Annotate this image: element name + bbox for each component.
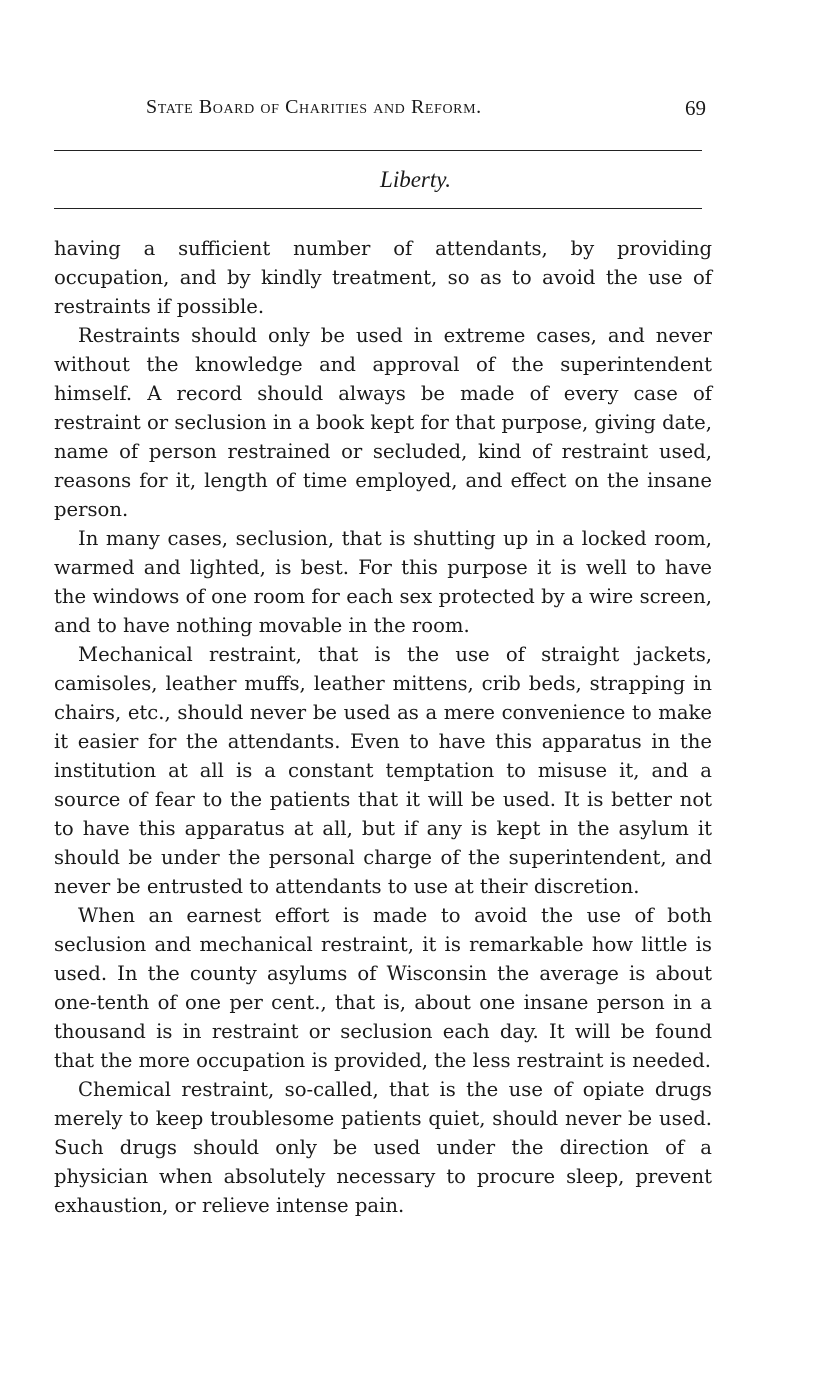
page-number: 69 bbox=[685, 96, 706, 120]
running-title: State Board of Charities and Reform. bbox=[146, 96, 482, 118]
section-title: Liberty. bbox=[380, 167, 451, 192]
paragraph-restraints: Restraints should only be used in extreme cases, and never without the knowledge and approval of the superintendent himself. A record should always be made of every case of restraint or seclusion in a book kept for that purpose, giving date, name of person restrained or secluded, kind of restraint used, reasons for it, length of time employed, and effect on the insane person. bbox=[54, 324, 712, 521]
running-head bbox=[54, 96, 706, 126]
header-rule-top bbox=[54, 150, 702, 151]
paragraph-continuation: having a sufficient number of attendants, by providing occupation, and by kindly treatment, so as to avoid the use of restraints if possible. bbox=[54, 237, 712, 318]
header-rule-bottom bbox=[54, 208, 702, 209]
body-text bbox=[54, 234, 712, 1220]
paragraph-earnest-effort: When an earnest effort is made to avoid the use of both seclusion and mechanical restraint, it is remarkable how little is used. In the county asylums of Wisconsin the average is about one-tenth of one per cent., that is, about one insane person in a thousand is in restraint or seclusion each day. It will be found that the more occupation is provided, the less restraint is needed. bbox=[54, 904, 712, 1072]
paragraph-mechanical-restraint: Mechanical restraint, that is the use of straight jackets, camisoles, leather muffs, leather mittens, crib beds, strapping in chairs, etc., should never be used as a mere convenience to make it easier for the attendants. Even to have this apparatus in the institution at all is a constant temptation to misuse it, and a source of fear to the patients that it will be used. It is better not to have this apparatus at all, but if any is kept in the asylum it should be under the personal charge of the superintendent, and never be entrusted to attendants to use at their discretion. bbox=[54, 643, 712, 898]
paragraph-seclusion: In many cases, seclusion, that is shutting up in a locked room, warmed and lighted, is best. For this purpose it is well to have the windows of one room for each sex protected by a wire screen, and to have nothing movable in the room. bbox=[54, 527, 712, 637]
paragraph-chemical-restraint: Chemical restraint, so-called, that is the use of opiate drugs merely to keep troublesome patients quiet, should never be used. Such drugs should only be used under the direction of a physician when absolutely necessary to procure sleep, prevent exhaustion, or relieve intense pain. bbox=[54, 1078, 712, 1217]
